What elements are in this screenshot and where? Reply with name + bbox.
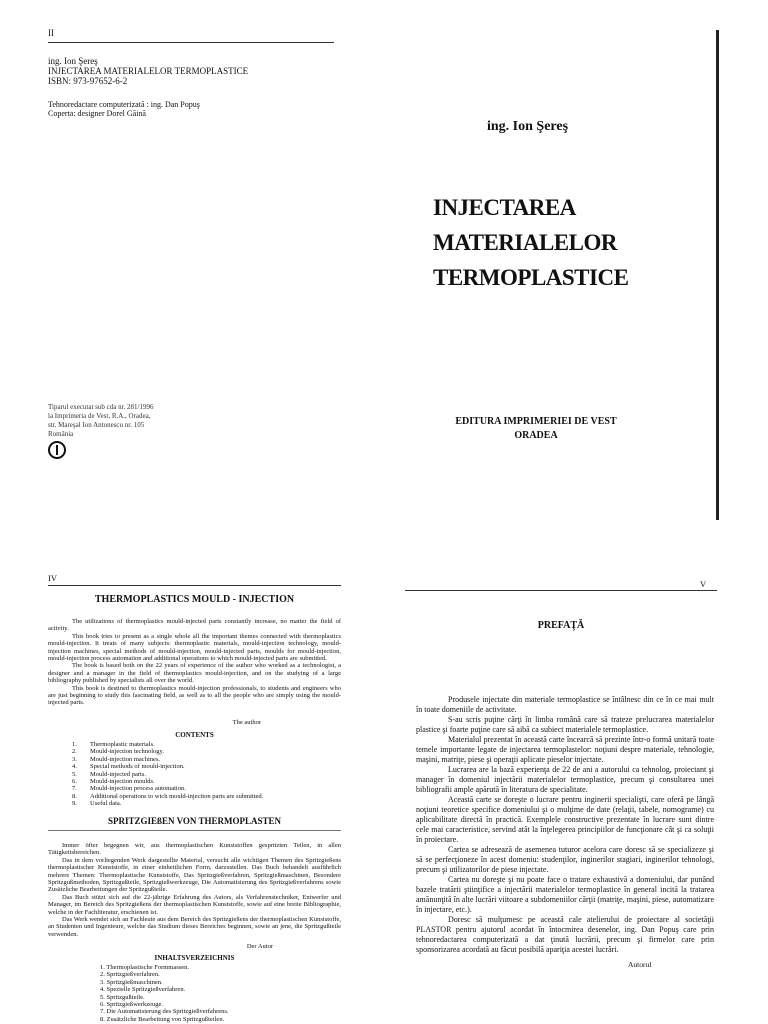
- contents-item-number: 6.: [72, 778, 77, 786]
- summary-paragraph: Das Werk wendet sich an Fachleute aus dem Bereich des Spritzgießens der thermoplastischen Kunststoffe, an Studenten und Ingenieure, welche das Studium dieses Bereiches beginnen, sowie an jene, die Spritzgußteile verwenden.: [48, 916, 341, 938]
- contents-item-number: 1.: [72, 741, 77, 748]
- credit-cover: Coperta: designer Dorel Găină: [48, 109, 146, 118]
- contents-item: [72, 748, 332, 755]
- preface-paragraph: Cartea se adresează de asemenea tuturor acelora care doresc să se specializeze şi să se perfecţioneze în acest domeniu: studenţilor, inginerilor stagiari, inginerilor tehnologi, precum şi utilizatorilor de piese injectate.: [416, 845, 714, 874]
- publisher: [424, 415, 648, 443]
- preface-signature: Autorul: [628, 960, 652, 969]
- german-summary-title: SPRITZGIEßEN VON THERMOPLASTEN: [107, 816, 282, 826]
- section-rule: [48, 830, 341, 831]
- contents-item-number: 7.: [72, 785, 77, 793]
- printer-line: la Imprimeria de Vest, R.A., Oradea,: [48, 412, 151, 420]
- contents-heading: CONTENTS: [175, 731, 214, 739]
- preface-paragraph: S-au scris puţine cărţi în limba română care să trateze prelucrarea materialelor plastice şi foarte puţine care să aibă ca subiect materialele termoplastice.: [416, 715, 714, 734]
- contents-item-number: 3.: [72, 755, 77, 763]
- preface-paragraph: Doresc să mulţumesc pe această cale atelierului de proiectare al societăţii PLASTOR pentru ajutorul acordat în întocmirea desenelor, ing. Dan Popuş care prin tehnoredactarea computerizată a dat ţinută lucrării, precum şi firmelor care prin sponsorizarea acordată au făcut posibilă apariţia acestei lucrări.: [416, 915, 714, 954]
- publisher-name: EDITURA IMPRIMERIEI DE VEST: [455, 416, 617, 427]
- inhalt-item: 8. Zusätzliche Bearbeitung von Spritzgußteilen.: [100, 1015, 225, 1023]
- summary-paragraph: Das Buch stützt sich auf die 22-jährige Erfahrung des Autors, als Verfahrenstechniker, Entwerfer und Manager, im Bereich des Spritzgießens der thermoplastischen Kunststoffe, sowie auf eine breite Bibliographie, welche in der Fachliteratur, erschienen ist.: [48, 893, 341, 916]
- header-rule: [48, 585, 341, 586]
- contents-item: [72, 778, 332, 785]
- page-number-ii: II: [48, 28, 54, 38]
- summary-paragraph: The book is based both on the 22 years of experience of the author who worked as a technologist, a designer and a manager in the field of thermoplastics mould-injection, and on the studying of a large bibliography published by specialists all over the world.: [48, 662, 341, 685]
- printer-info: [48, 403, 154, 439]
- contents-item: [72, 771, 332, 778]
- biblio-author: ing. Ion Şereş: [48, 56, 98, 66]
- contents-item-text: Thermoplastic materials.: [90, 741, 155, 748]
- english-summary: [48, 618, 341, 707]
- contents-item-number: 9.: [72, 800, 77, 808]
- contents-item: [72, 756, 332, 763]
- preface-paragraph: Cartea nu doreşte şi nu poate face o tratare exhaustivă a domeniului, dar punând bazele tratării ştiinţifice a injectării materialelor termoplastice în general incită la tratarea amănunţită în alte lucrări viitoare a subdomeniilor cărţii (matriţe, maşini, piese, automatizare în injectare, etc.).: [416, 875, 714, 914]
- contents-item-number: 2.: [72, 748, 77, 756]
- preface-paragraph: Produsele injectate din materiale termoplastice se întâlnesc din ce în ce mai mult în toate domeniile de activitate.: [416, 695, 714, 714]
- contents-item: [72, 763, 332, 770]
- book-title-line: MATERIALELOR: [433, 230, 617, 255]
- contents-item-text: Mould-injection machines.: [90, 755, 161, 763]
- summary-paragraph: This book tries to present as a single whole all the important themes connected with thermoplastics mould-injection. It treats of many subjects: thermoplastic materials, mould-injection technology, mould-injection machines, special methods of mould-injection, mould-injected parts, moulds for mould-injection, mould-injection process automation and additional operations to which mould-injected parts are submitted.: [48, 632, 341, 663]
- contents-item-number: 5.: [72, 770, 77, 778]
- inhalt-item: 3. Spritzgießmaschinen.: [100, 978, 163, 986]
- summary-paragraph: This book is destined to thermoplastics mould-injection professionals, to students and engineers who are just beginning to study this fascinating field, as well as to all the people who are simply using the mould-injected parts.: [48, 684, 341, 707]
- credit-typesetting: Tehnoredactare computerizată : ing. Dan Popuş: [48, 100, 200, 109]
- title-page-author: ing. Ion Şereş: [487, 119, 569, 134]
- english-summary-author: The author: [232, 719, 261, 726]
- inhalt-list: [100, 964, 330, 1023]
- scan-edge-line: [716, 30, 719, 520]
- preface-paragraph: Lucrarea are la bază experienţa de 22 de ani a autorului ca tehnolog, proiectant şi manager în domeniul injectării materialelor termoplastice, precum şi consultarea unei bibliografii ample apărută în literatura de specialitate.: [416, 765, 714, 794]
- contents-list: [72, 741, 332, 808]
- production-credits: [48, 100, 200, 118]
- contents-item-text: Additional operations to wich mould-injection parts are submitted.: [90, 792, 264, 800]
- inhalt-item: 4. Spezielle Spritzgießverfahren.: [100, 986, 186, 994]
- printer-line: România: [48, 430, 74, 438]
- inhalt-item: 2. Spritzgießverfahren.: [100, 971, 160, 979]
- publisher-city: ORADEA: [514, 430, 558, 441]
- inhalt-item: 5. Spritzgußteile.: [100, 993, 145, 1001]
- contents-item-text: Mould-injected parts.: [90, 770, 146, 778]
- contents-item: [72, 785, 332, 792]
- printer-logo-icon: [48, 441, 66, 459]
- bibliographic-info: [48, 56, 248, 86]
- contents-item-number: 8.: [72, 792, 77, 800]
- book-title-line: TERMOPLASTICE: [433, 265, 629, 290]
- contents-item: [72, 741, 332, 748]
- page-number-v: V: [700, 579, 707, 589]
- book-title-line: INJECTAREA: [433, 195, 576, 220]
- printer-line: str. Mareşal Ion Antonescu nr. 105: [48, 421, 145, 429]
- header-rule: [48, 42, 334, 43]
- contents-item-number: 4.: [72, 763, 77, 771]
- preface-paragraph: Materialul prezentat în această carte încearcă să prezinte într-o formă unitară toate temele importante legate de injectarea termoplastelor: noţiuni despre materiale, tehnologie, maşini, matriţe, piese şi operaţii aplicate pieselor injectate.: [416, 735, 714, 764]
- inhalt-item: 7. Die Automatisierung des Spritzgießverfahrens.: [100, 1008, 229, 1016]
- contents-item-text: Useful data.: [90, 800, 122, 808]
- preface-body: [416, 695, 714, 955]
- header-rule: [405, 590, 717, 591]
- preface-paragraph: Această carte se doreşte o lucrare pentru inginerii specialişti, care oferă pe lângă noţiuni teoretice specifice domeniului şi o mulţime de date (relaţii, tabele, nomograme) cu aplicabilitate directă în practică. Exemplele constructive prezentate în lucrare sunt dintre cele mai caracteristice, servind atât la înţelegerea principiilor de funcţionare cât şi ca soluţii în proiectare.: [416, 795, 714, 844]
- inhalt-item: 6. Spritzgießwerkzeuge.: [100, 1001, 163, 1009]
- preface-title: PREFAŢĂ: [537, 620, 585, 631]
- german-summary: [48, 842, 341, 938]
- english-summary-title: THERMOPLASTICS MOULD - INJECTION: [94, 594, 295, 605]
- biblio-isbn: ISBN: 973-97652-6-2: [48, 76, 128, 86]
- inhalt-heading: INHALTSVERZEICHNIS: [154, 954, 235, 962]
- german-summary-author: Der Autor: [246, 943, 273, 950]
- summary-paragraph: Das in dem vorliegenden Werk dargestellte Material, versucht alle wichtigen Themen des Spritzgießens thermoplastischer Kunststoffe, in einer einheitlichen Form, darzustellen. Das Buch behandelt ausführlich mehrere Themen: Thermoplastische Kunststoffe, Das Spritzgießverfahren, Spritzgießmaschinen, Besondere Spritzgußmethoden, Spritzgußteile, Spritzgießwerkzeuge, Die Automatisierung des Spritzgießverfahrens sowie Zusätzliche Bearbeitungen der Spritzgußteile.: [48, 856, 341, 894]
- contents-item: [72, 793, 332, 800]
- contents-item: [72, 800, 332, 807]
- contents-item-text: Mould-injection moulds.: [90, 778, 155, 786]
- summary-paragraph: The utilizations of thermoplastics mould-injected parts constantly increase, no matter the field of activity.: [48, 618, 341, 633]
- contents-item-text: Mould-injection technology.: [90, 748, 164, 756]
- contents-item-text: Special methods of mould-injection.: [90, 763, 185, 771]
- inhalt-item: 1. Thermoplastische Formmassen.: [100, 964, 190, 971]
- page-number-iv: IV: [48, 573, 57, 583]
- biblio-title: INJECTAREA MATERIALELOR TERMOPLASTICE: [48, 66, 249, 76]
- printer-line: Tiparul executat sub cda nr. 281/1996: [48, 403, 154, 411]
- contents-item-text: Mould-injection process automation.: [90, 785, 186, 793]
- summary-paragraph: Immer öfter begegnen wir, aus thermoplastischen Kunststoffen gespritzten Teilen, in allen Tätigkeitsbereichen.: [48, 842, 341, 857]
- book-title: [433, 190, 663, 295]
